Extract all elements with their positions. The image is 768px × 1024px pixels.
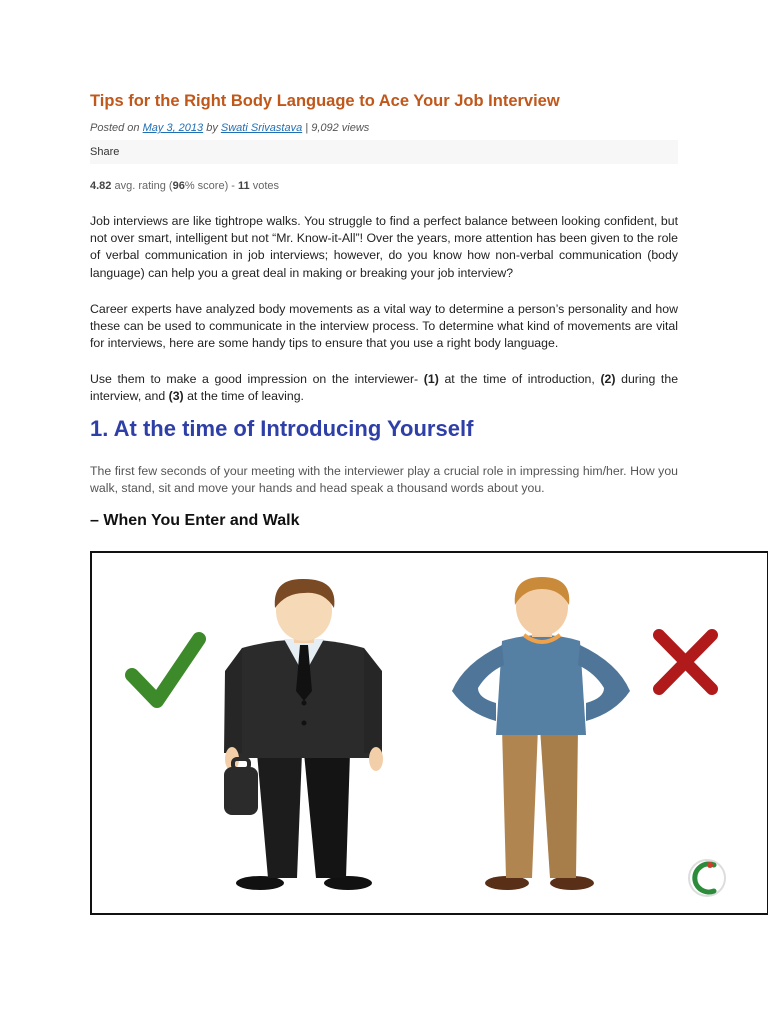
author-link[interactable]: Swati Srivastava xyxy=(220,122,303,134)
tips-intro-text-c: during the interview, and xyxy=(90,372,679,404)
rating-avg-text: avg. rating ( xyxy=(114,180,173,192)
cross-icon xyxy=(659,635,712,689)
subsection-heading: – When You Enter and Walk xyxy=(90,512,300,529)
section-1-heading: 1. At the time of Introducing Yourself xyxy=(90,416,474,441)
posted-on-label: Posted on xyxy=(90,122,140,134)
rating-votes: 11 xyxy=(238,180,250,192)
share-button[interactable]: Share xyxy=(90,146,120,158)
intro-paragraph-2: Career experts have analyzed body movements as a vital way to determine a person’s personality and how these can be used to communicate in the interview process. To determine what kind of movements are vital for interviews, here are some handy tips to ensure that you use a right body language. xyxy=(90,302,678,351)
tips-intro-num-1: (1) xyxy=(423,372,439,386)
businessman-figure xyxy=(224,579,383,890)
article-meta xyxy=(90,122,369,134)
check-icon xyxy=(132,639,199,701)
by-label: by xyxy=(206,122,218,134)
rating-percent-text: % score) - xyxy=(184,180,235,192)
section-1-paragraph: The first few seconds of your meeting with the interviewer play a crucial role in impressing him/her. How you walk, stand, sit and move your hands and head speak a thousand words about you. xyxy=(90,464,678,496)
rating-line xyxy=(90,180,279,192)
post-date-link[interactable]: May 3, 2013 xyxy=(142,122,204,134)
share-bar xyxy=(90,140,678,164)
tips-intro-text-a: Use them to make a good impression on the interviewer- xyxy=(90,372,419,386)
views-count: | 9,092 views xyxy=(305,122,370,134)
tips-intro-num-2: (2) xyxy=(600,372,616,386)
illustration-svg xyxy=(92,553,767,913)
intro-paragraph-1: Job interviews are like tightrope walks. You struggle to find a perfect balance between looking confident, but not over smart, intelligent but not “Mr. Know-it-All”! Over the years, more attention has been given to the role of verbal communication in job interviews; however, do you know how non-verbal communication (body language) can help you a great deal in making or breaking your job interview? xyxy=(90,214,678,280)
rating-votes-text: votes xyxy=(252,180,280,192)
body-language-illustration xyxy=(90,551,768,915)
tips-intro-paragraph xyxy=(90,371,678,405)
tips-intro-text-b: at the time of introduction, xyxy=(444,372,595,386)
casual-man-figure xyxy=(452,577,630,890)
logo-icon xyxy=(689,860,725,896)
rating-percent: 96 xyxy=(172,180,185,192)
tips-intro-text-d: at the time of leaving. xyxy=(187,389,304,404)
tips-intro-num-3: (3) xyxy=(168,389,184,404)
rating-score: 4.82 xyxy=(90,180,112,192)
article-title: Tips for the Right Body Language to Ace Your Job Interview xyxy=(90,92,560,110)
